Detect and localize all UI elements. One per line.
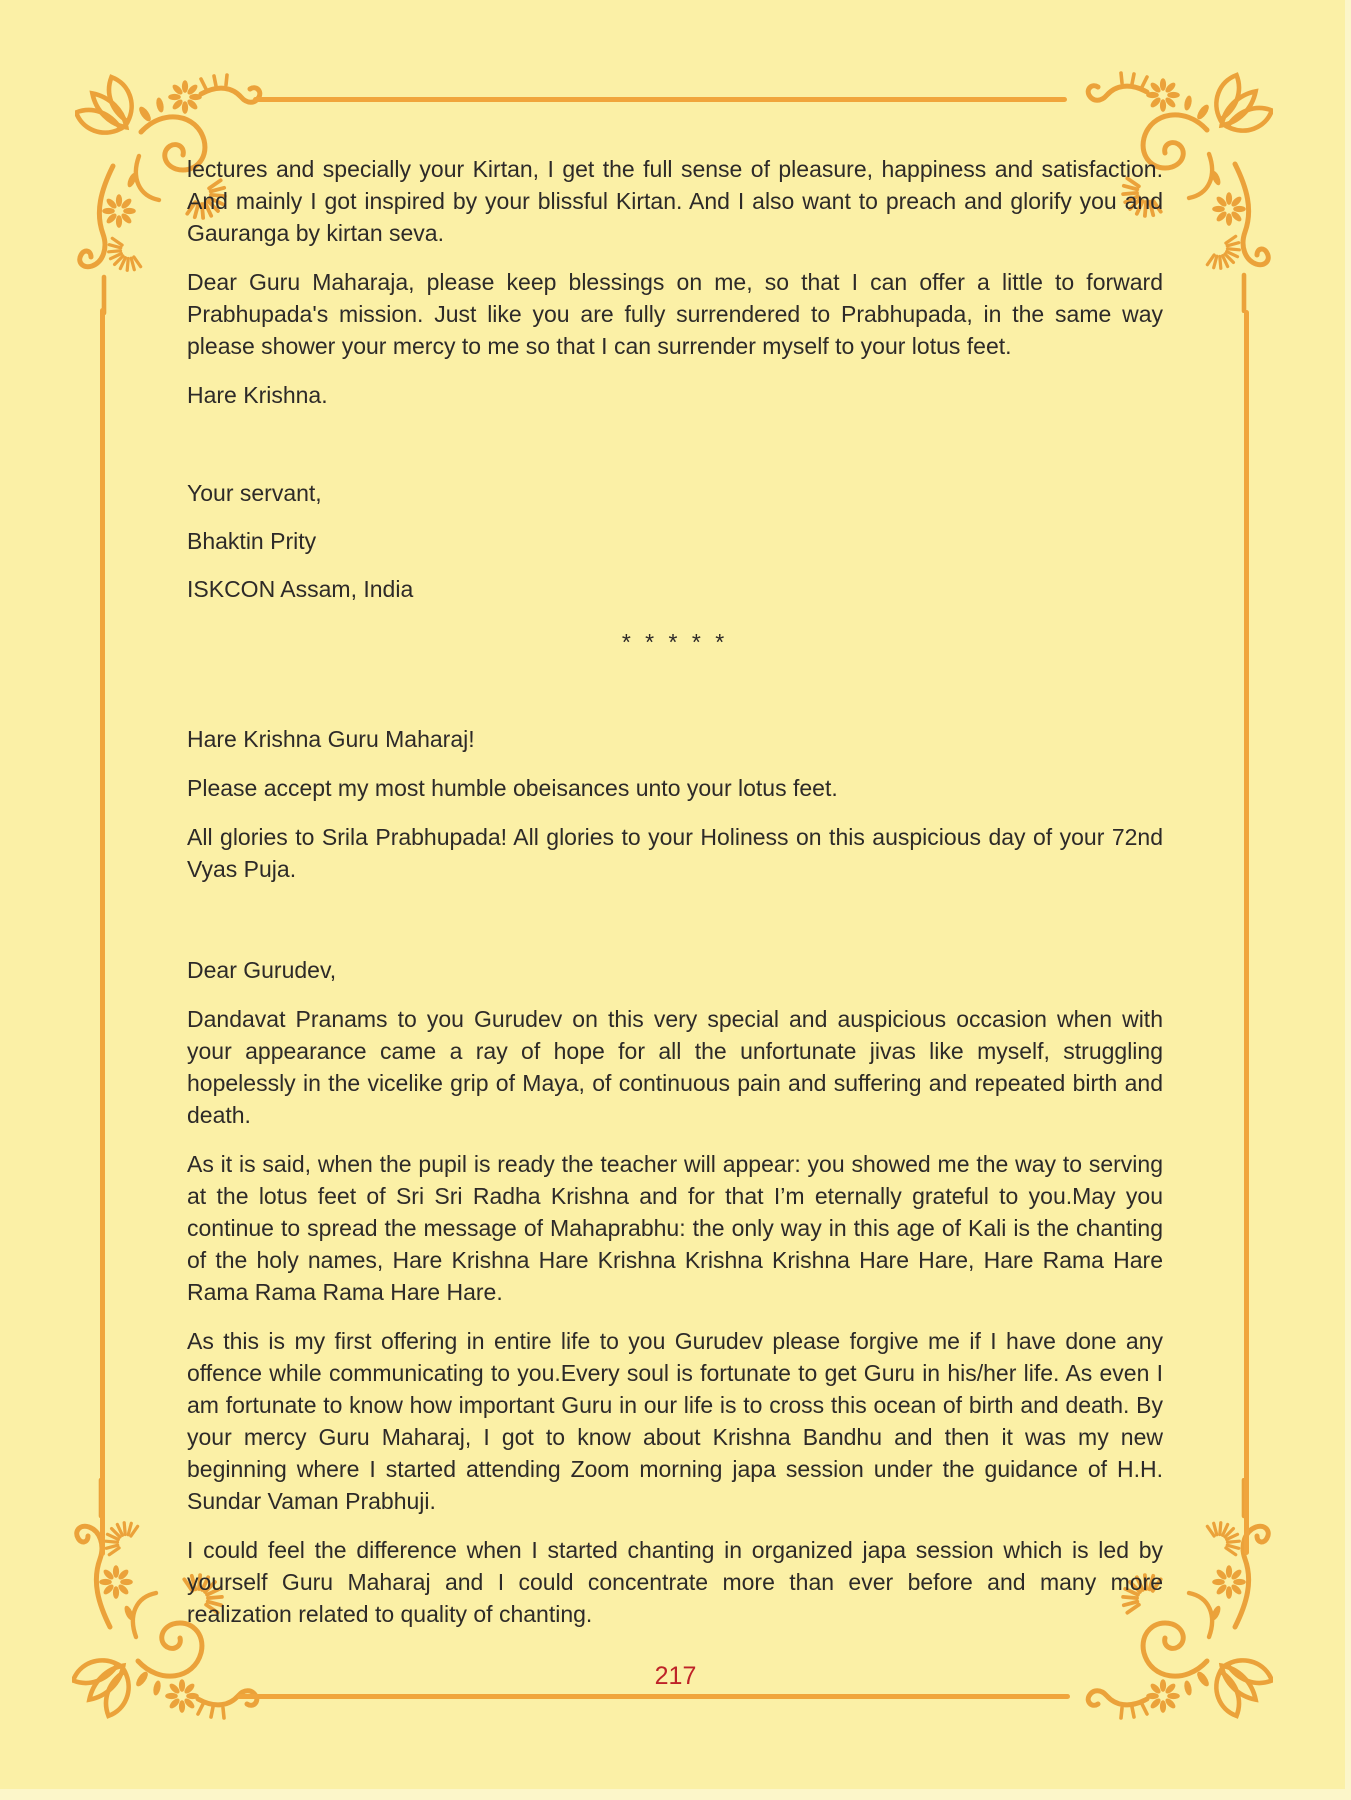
page-edge-right <box>1345 0 1351 1800</box>
right-border-rule <box>1244 310 1249 1555</box>
bottom-border-rule <box>237 1694 1070 1699</box>
letter-closing: Hare Krishna. <box>187 382 328 408</box>
letter-obeisances: Please accept my most humble obeisances unto your lotus feet. <box>187 775 838 801</box>
letter-greeting: Dear Gurudev, <box>187 957 337 983</box>
top-border-rule <box>253 97 1067 102</box>
letter-salutation: Hare Krishna Guru Maharaj! <box>187 726 475 752</box>
letter-paragraph: Dear Guru Maharaja, please keep blessings on me, so that I can offer a little to forward Prabhupada's mission. Just like you are fully surrendered to Prabhupada, in the same way please shower your mercy to me so that I can surrender myself to your lotus feet. <box>187 269 1163 359</box>
signature-name: Bhaktin Prity <box>187 528 317 554</box>
letter-paragraph: As this is my first offering in entire life to you Gurudev please forgive me if I have done any offence while communicating to you.Every soul is fortunate to get Guru in his/her life. As even I am fortunate to know how important Guru in our life is to cross this ocean of birth and death. By your mercy Guru Maharaj, I got to know about Krishna Bandhu and then it was my new beginning where I started attending Zoom morning japa session under the guidance of H.H. Sundar Vaman Prabhuji. <box>187 1328 1163 1514</box>
letter-text-block <box>187 153 1163 1647</box>
signature-location: ISKCON Assam, India <box>187 576 414 602</box>
page-number: 217 <box>654 1662 697 1690</box>
letter-paragraph: lectures and specially your Kirtan, I get the full sense of pleasure, happiness and satisfaction. And mainly I got inspired by your blissful Kirtan. And I also want to preach and glorify you and Gauranga by kirtan seva. <box>187 156 1163 246</box>
signature-line: Your servant, <box>187 480 322 506</box>
letter-glories: All glories to Srila Prabhupada! All glories to your Holiness on this auspicious day of your 72nd Vyas Puja. <box>187 824 1163 882</box>
left-border-rule <box>100 308 105 1556</box>
letter-paragraph: I could feel the difference when I started chanting in organized japa session which is led by yourself Guru Maharaj and I could concentrate more than ever before and many more realization related to quality of chanting. <box>187 1537 1163 1627</box>
letter-paragraph: Dandavat Pranams to you Gurudev on this very special and auspicious occasion when with your appearance came a ray of hope for all the unfortunate jivas like myself, struggling hopelessly in the vicelike grip of Maya, of continuous pain and suffering and repeated birth and death. <box>187 1006 1163 1128</box>
divider-asterisks: * * * * * <box>621 629 729 655</box>
letter-paragraph: As it is said, when the pupil is ready the teacher will appear: you showed me the way to serving at the lotus feet of Sri Sri Radha Krishna and for that I’m eternally grateful to you.May you continue to spread the message of Mahaprabhu: the only way in this age of Kali is the chanting of the holy names, Hare Krishna Hare Krishna Krishna Krishna Hare Hare, Hare Rama Hare Rama Rama Rama Hare Hare. <box>187 1151 1163 1305</box>
page-edge-bottom <box>0 1789 1351 1800</box>
section-divider <box>187 621 1163 653</box>
